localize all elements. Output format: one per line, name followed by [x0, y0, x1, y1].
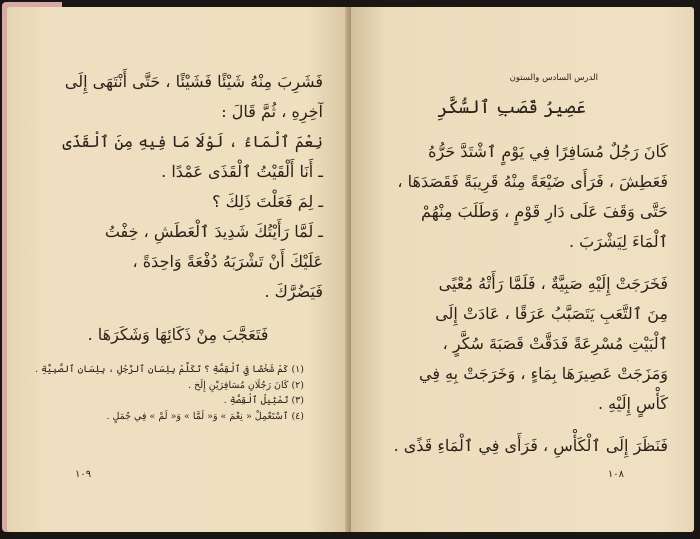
page-number: ١٠٨ — [607, 469, 624, 480]
text-line: مِنَ ٱلتَّعَبِ يَتَصَبَّبُ عَرَقًا ، عَادَتْ إِلَى — [435, 304, 668, 323]
text-line: ـ لَمَّا رَأَيْتُكَ شَدِيدَ ٱلْعَطَشِ ، خِفْتُ — [104, 222, 323, 241]
text-line: ـ لِمَ فَعَلْتَ ذَلِكَ ؟ — [212, 192, 323, 211]
paragraph-gap — [378, 419, 668, 431]
text-line: فَيَضُرَّكَ . — [264, 282, 323, 301]
text-line: فَخَرَجَتْ إِلَيْهِ صَبِيَّةٌ ، فَلَمَّا رَأَتْهُ مُعْيًى — [438, 274, 668, 293]
text-line: كَانَ رَجُلٌ مُسَافِرًا فِي يَوْمٍ ٱشْتَدَّ حَرُّهُ — [428, 142, 668, 161]
text-line: حَتَّى وَقَفَ عَلَى دَارِ قَوْمٍ ، وَطَلَبَ مِنْهُمْ — [421, 202, 668, 221]
text-line: عَلَيْكَ أَنْ تَشْرَبَهُ دُفْعَةً وَاحِدَةً ، — [132, 252, 323, 271]
lesson-title: عَصِيرُ قَصَبِ ٱلسُّكَّرِ — [437, 97, 586, 118]
text-line: نِعْمَ ٱلْمَاءُ ، لَوْلَا مَا فِيهِ مِنَ ٱلْقَذَى — [62, 132, 323, 151]
lesson-header: الدرس السادس والستون — [509, 73, 598, 83]
exercise-questions — [35, 362, 304, 424]
right-page — [351, 7, 694, 532]
question-item: (٢) كَانَ رَجُلَانِ مُسَافِرَيْنِ إِلَخ . — [188, 379, 304, 391]
right-page-text — [378, 137, 668, 461]
left-page — [7, 7, 349, 532]
closing-line: فَتَعَجَّبَ مِنْ ذَكَائِهَا وَشَكَرَهَا . — [87, 325, 269, 344]
text-line: فَنَظَرَ إِلَى ٱلْكَأْسِ ، فَرَأَى فِي ٱلْمَاءِ قَذًى . — [393, 436, 668, 455]
question-item: (٣) تَمْثِيلُ ٱلْقِصَّةِ . — [223, 395, 304, 406]
text-line: فَعَطِشَ ، فَرَأَى ضَيْعَةً مِنْهُ قَرِيبَةً فَقَصَدَهَا ، — [397, 172, 668, 191]
paragraph-gap — [378, 257, 668, 269]
text-line: وَمَزَجَتْ عَصِيرَهَا بِمَاءٍ ، وَخَرَجَتْ بِهِ فِي — [419, 364, 668, 383]
left-page-text — [33, 67, 323, 307]
text-line: ٱلْمَاءَ لِيَشْرَبَ . — [568, 232, 668, 251]
page-number: ١٠٩ — [75, 469, 92, 480]
text-line: كَأْسٍ إِلَيْهِ . — [597, 394, 668, 413]
question-item: (٤) ٱسْتَعْمِلْ « نِعْمَ » وَ« لَمَّا » وَ« لَمْ » فِي جُمَلٍ . — [106, 410, 304, 422]
text-line: ٱلْبَيْتِ مُسْرِعَةً فَدَقَّتْ قَصَبَةَ سُكَّرٍ ، — [442, 334, 668, 353]
text-line: آخِرِهِ ، ثُمَّ قَالَ : — [221, 102, 323, 121]
text-line: فَشَرِبَ مِنْهُ شَيْئًا فَشَيْئًا ، حَتَّى أَنْتَهَى إِلَى — [64, 72, 323, 91]
text-line: ـ أَنَا أَلْقَيْتُ ٱلْقَذَى عَمْدًا . — [161, 162, 323, 181]
question-item: (١) كَمْ شَخْصًا فِي ٱلْقِصَّةِ ؟ تَكَلَّمْ بِلِسَانِ ٱلرَّجُلِ ، بِلِسَانِ ٱلصَّبِيَّةِ . — [35, 364, 304, 375]
